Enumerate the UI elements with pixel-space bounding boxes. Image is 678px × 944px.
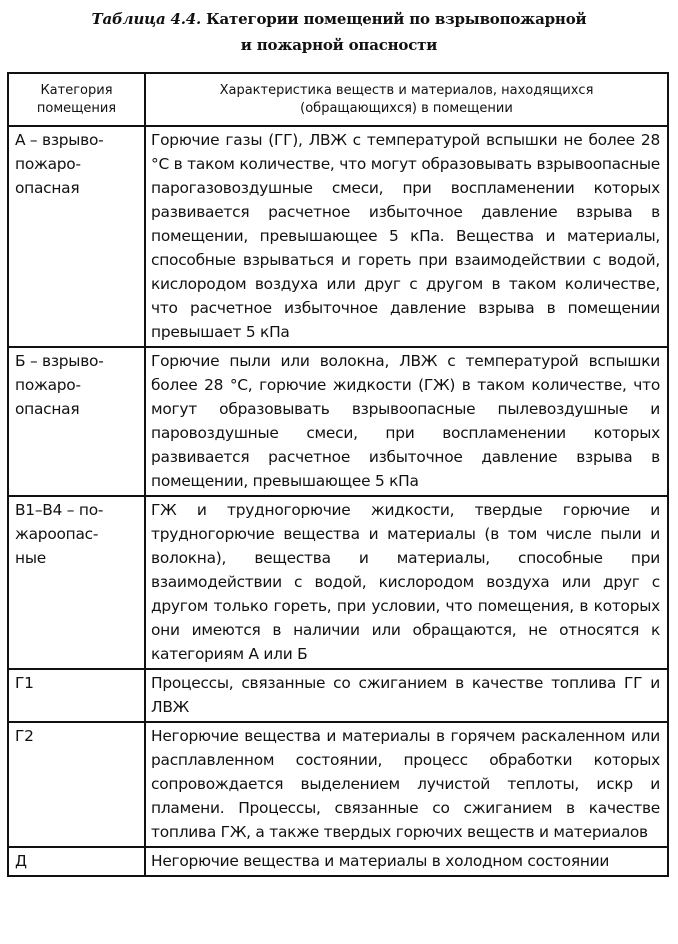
header-description-line1: Характеристика веществ и материалов, находящихся (219, 82, 594, 98)
category-line: В1–В4 – по- (15, 501, 104, 519)
header-category-line2: помещения (36, 100, 117, 116)
category-cell (8, 347, 145, 496)
category-cell (8, 847, 145, 876)
description-cell: Горючие пыли или волокна, ЛВЖ с температурой вспышки более 28 °С, горючие жидкости (ГЖ) в таком количестве, что могут образовывать взрывоопасные пылевоздушные и паровоздушные смеси, при воспламенении которых развивается расчетное избыточное давление взрыва в помещении, превышающее 5 кПа (145, 347, 668, 496)
category-line: опасная (15, 179, 80, 197)
category-cell (8, 669, 145, 722)
header-category (8, 73, 145, 126)
description-cell: Горючие газы (ГГ), ЛВЖ с температурой вспышки не более 28 °С в таком количестве, что могут образовывать взрывоопасные парогазовоздушные смеси, при воспламенении которых развивается расчетное избыточное давление взрыва в помещении, превышающее 5 кПа. Вещества и материалы, способные взрываться и гореть при взаимодействии с водой, кислородом воздуха или друг с другом в таком количестве, что расчетное избыточное давление взрыва в помещении превышает 5 кПа (145, 126, 668, 347)
header-category-line1: Категория (40, 82, 113, 98)
header-description (145, 73, 668, 126)
category-line: А – взрыво- (15, 131, 104, 149)
table-header-row (8, 73, 668, 126)
category-line: ные (15, 549, 46, 567)
category-line: Б – взрыво- (15, 352, 104, 370)
category-line: Г1 (15, 674, 34, 692)
table-row (8, 847, 668, 876)
header-description-line2: (обращающихся) в помещении (300, 100, 513, 116)
category-cell (8, 722, 145, 847)
description-cell: ГЖ и трудногорючие жидкости, твердые горючие и трудногорючие вещества и материалы (в том числе пыли и волокна), вещества и материалы, способные при взаимодействии с водой, кислородом воздуха или друг с другом только гореть, при условии, что помещения, в которых они имеются в наличии или обращаются, не относятся к категориям А или Б (145, 496, 668, 669)
table-row (8, 496, 668, 669)
categories-table (7, 72, 669, 877)
table-row (8, 347, 668, 496)
table-title-line2: и пожарной опасности (240, 36, 438, 54)
category-line: Г2 (15, 727, 34, 745)
table-caption (0, 6, 678, 58)
category-cell (8, 126, 145, 347)
table-row (8, 669, 668, 722)
category-line: Д (15, 852, 27, 870)
table-title-line1: Категории помещений по взрывопожарной (206, 10, 587, 28)
category-cell (8, 496, 145, 669)
category-line: жароопас- (15, 525, 99, 543)
table-number-label: Таблица 4.4. (91, 10, 202, 28)
category-line: опасная (15, 400, 80, 418)
description-cell: Процессы, связанные со сжиганием в качестве топлива ГГ и ЛВЖ (145, 669, 668, 722)
description-cell: Негорючие вещества и материалы в горячем раскаленном или расплавленном состоянии, процесс обработки которых сопровождается выделением лучистой теплоты, искр и пламени. Процессы, связанные со сжиганием в качестве топлива ГЖ, а также твердых горючих веществ и материалов (145, 722, 668, 847)
table-row (8, 126, 668, 347)
category-line: пожаро- (15, 376, 81, 394)
category-line: пожаро- (15, 155, 81, 173)
table-row (8, 722, 668, 847)
description-cell: Негорючие вещества и материалы в холодном состоянии (145, 847, 668, 876)
